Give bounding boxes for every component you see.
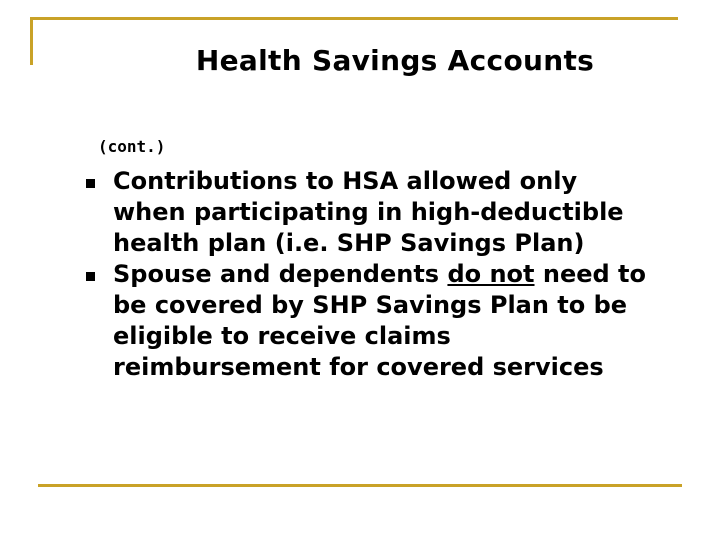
square-bullet-icon bbox=[86, 272, 95, 281]
underlined-emphasis: do not bbox=[447, 260, 535, 288]
bullet-text-segment: need to bbox=[534, 260, 647, 288]
top-accent-rule bbox=[30, 17, 678, 20]
bullet-line: health plan (i.e. SHP Savings Plan) bbox=[113, 229, 585, 257]
bullet-list bbox=[86, 166, 706, 383]
slide-title: Health Savings Accounts bbox=[195, 44, 595, 77]
bullet-line: Contributions to HSA allowed only bbox=[113, 167, 578, 195]
slide-subtitle: (cont.) bbox=[98, 137, 166, 156]
bullet-line: when participating in high-deductible bbox=[113, 198, 624, 226]
bottom-accent-rule bbox=[38, 484, 682, 487]
square-bullet-icon bbox=[86, 179, 95, 188]
bullet-line: reimbursement for covered services bbox=[113, 353, 604, 381]
bullet-item-spouse-dependents bbox=[86, 259, 706, 383]
bullet-line: be covered by SHP Savings Plan to be bbox=[113, 291, 628, 319]
bullet-line: eligible to receive claims bbox=[113, 322, 451, 350]
bullet-item-contributions bbox=[86, 166, 706, 259]
bullet-text-segment: Spouse and dependents bbox=[113, 260, 448, 288]
